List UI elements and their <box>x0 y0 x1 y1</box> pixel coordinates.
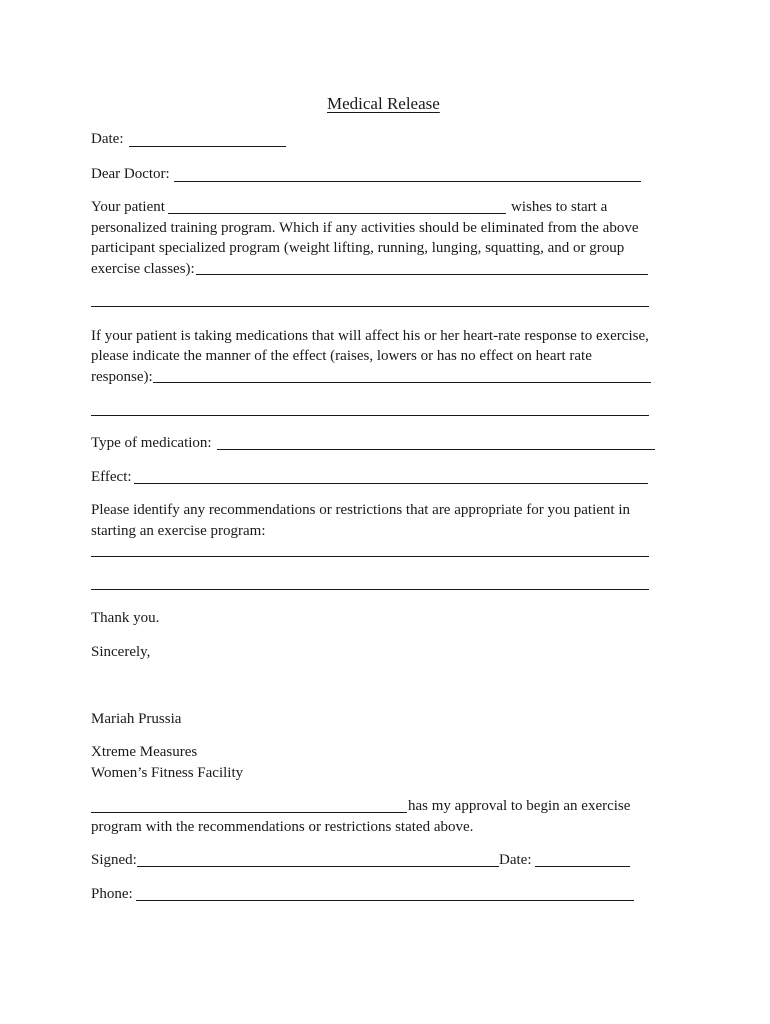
paragraph2-line2: please indicate the manner of the effect (raises, lowers or has no effect on heart rate <box>91 348 592 364</box>
organization-line2: Women’s Fitness Facility <box>91 765 244 781</box>
phone-field[interactable] <box>136 900 634 901</box>
signed-date-field[interactable] <box>535 866 630 867</box>
recommendations-field[interactable] <box>91 556 649 557</box>
eliminated-activities-field-2[interactable] <box>91 306 649 307</box>
date-label: Date: <box>91 131 124 147</box>
patient-name-field[interactable] <box>168 213 506 214</box>
thank-you-text: Thank you. <box>91 610 160 626</box>
sincerely-text: Sincerely, <box>91 644 151 660</box>
page-title: Medical Release <box>327 94 440 113</box>
date-field[interactable] <box>129 146 286 147</box>
medication-effect-field-2[interactable] <box>91 415 649 416</box>
signature-field[interactable] <box>137 866 499 867</box>
phone-label: Phone: <box>91 886 133 902</box>
paragraph1-line2: personalized training program. Which if any activities should be eliminated from the above <box>91 220 639 236</box>
signed-date-label: Date: <box>499 852 532 868</box>
signer-name: Mariah Prussia <box>91 711 182 727</box>
paragraph3-line1: Please identify any recommendations or restrictions that are appropriate for you patient in <box>91 502 630 518</box>
organization-line1: Xtreme Measures <box>91 744 198 760</box>
physician-approval-field[interactable] <box>91 812 407 813</box>
paragraph1-line4: exercise classes): <box>91 261 195 277</box>
doctor-name-field[interactable] <box>174 181 641 182</box>
patient-suffix-text: wishes to start a <box>511 199 608 215</box>
approval-suffix-text: has my approval to begin an exercise <box>408 798 631 814</box>
effect-field[interactable] <box>134 483 648 484</box>
paragraph2-line3: response): <box>91 369 153 385</box>
dear-doctor-label: Dear Doctor: <box>91 166 170 182</box>
paragraph2-line1: If your patient is taking medications that will affect his or her heart-rate response to exercise, <box>91 328 649 344</box>
recommendations-field-2[interactable] <box>91 589 649 590</box>
eliminated-activities-field[interactable] <box>196 274 648 275</box>
paragraph3-line2: starting an exercise program: <box>91 523 266 539</box>
medication-type-label: Type of medication: <box>91 435 212 451</box>
patient-prefix-text: Your patient <box>91 199 165 215</box>
effect-label: Effect: <box>91 469 132 485</box>
approval-line2: program with the recommendations or restrictions stated above. <box>91 819 474 835</box>
signed-label: Signed: <box>91 852 137 868</box>
medication-type-field[interactable] <box>217 449 655 450</box>
medication-effect-field[interactable] <box>153 382 651 383</box>
paragraph1-line3: participant specialized program (weight lifting, running, lunging, squatting, and or group <box>91 240 625 256</box>
